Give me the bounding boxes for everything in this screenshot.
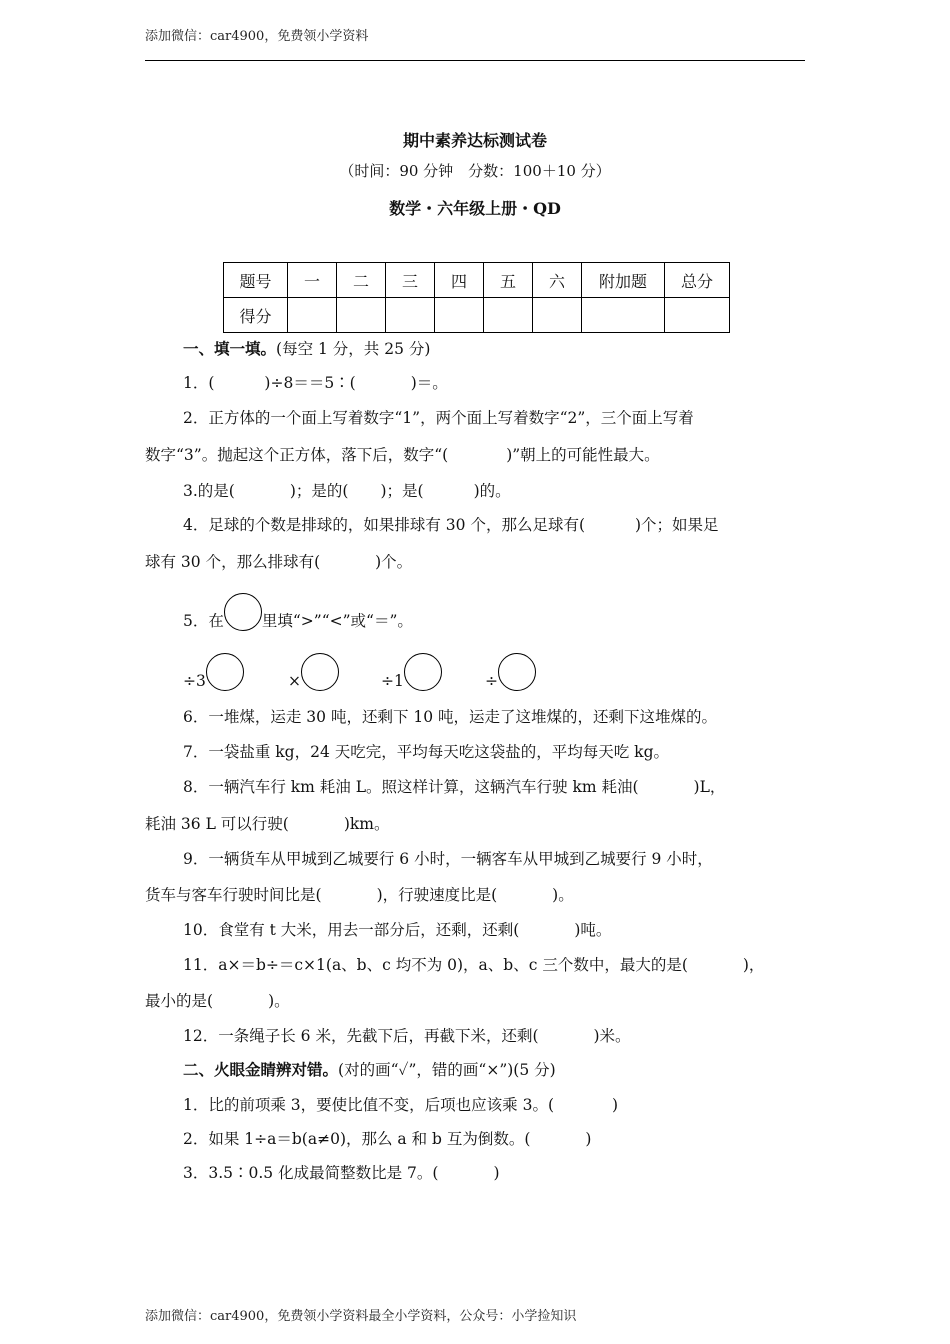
score-cell: 总分 bbox=[665, 263, 730, 298]
q5-text: 5．在 bbox=[183, 612, 224, 630]
section2-title: 二、火眼金睛辨对错。 bbox=[183, 1061, 339, 1079]
score-cell: 附加题 bbox=[582, 263, 665, 298]
section2-note: (对的画“✓”，错的画“×”)(5 分) bbox=[338, 1061, 556, 1079]
question-12 bbox=[183, 1025, 631, 1047]
score-cell: 三 bbox=[386, 263, 435, 298]
score-cell: 五 bbox=[484, 263, 533, 298]
score-cell: 六 bbox=[533, 263, 582, 298]
score-cell: 题号 bbox=[224, 263, 288, 298]
tf-q3-text: ) bbox=[493, 1164, 500, 1182]
q5-item bbox=[485, 663, 536, 701]
page-title: 期中素养达标测试卷 bbox=[402, 131, 547, 150]
compare-circle-icon bbox=[224, 593, 262, 631]
score-input-cell[interactable] bbox=[288, 298, 337, 333]
tf-q1-text: 1．比的前项乘 3，要使比值不变，后项也应该乘 3。( bbox=[183, 1096, 554, 1114]
score-input-cell[interactable] bbox=[533, 298, 582, 333]
q12-text: )米。 bbox=[593, 1027, 631, 1045]
tf-q2-text: ) bbox=[585, 1130, 592, 1148]
question-10 bbox=[183, 919, 611, 941]
question-11-line2 bbox=[145, 990, 290, 1012]
compare-circle-icon[interactable] bbox=[498, 653, 536, 691]
q4-text: 4．足球的个数是排球的，如果排球有 30 个，那么足球有( bbox=[183, 516, 585, 534]
q9-text: 货车与客车行驶时间比是( bbox=[145, 886, 322, 904]
q5-item-text: ÷3 bbox=[183, 672, 206, 690]
question-6: 6．一堆煤，运走 30 吨，还剩下 10 吨，运走了这堆煤的，还剩下这堆煤的。 bbox=[183, 708, 718, 726]
q5-item-text: ÷ bbox=[485, 672, 498, 690]
section1-heading bbox=[183, 338, 430, 360]
q9-text: )。 bbox=[552, 886, 574, 904]
score-row-label: 得分 bbox=[224, 298, 288, 333]
compare-circle-icon[interactable] bbox=[301, 653, 339, 691]
tf-q1-text: ) bbox=[612, 1096, 619, 1114]
score-table-score-row bbox=[224, 298, 730, 333]
section2-heading bbox=[183, 1059, 556, 1081]
question-4-line2 bbox=[145, 551, 412, 573]
tf-q2-text: 2．如果 1÷a＝b(a≠0)，那么 a 和 b 互为倒数。( bbox=[183, 1130, 531, 1148]
q8-text: 耗油 36 L 可以行驶( bbox=[145, 815, 289, 833]
q11-text: 11．a×＝b÷＝c×1(a、b、c 均不为 0)，a、b、c 三个数中，最大的是( bbox=[183, 956, 688, 974]
tf-question-3 bbox=[183, 1162, 500, 1184]
score-input-cell[interactable] bbox=[665, 298, 730, 333]
question-3 bbox=[183, 480, 511, 502]
question-8-line2 bbox=[145, 813, 390, 835]
q1-text: )＝。 bbox=[410, 374, 448, 392]
question-11-line1 bbox=[183, 954, 764, 976]
q3-text: )；是的( bbox=[289, 482, 349, 500]
header-rule bbox=[145, 60, 805, 61]
q9-text: )，行驶速度比是( bbox=[376, 886, 498, 904]
tf-q3-text: 3．3.5∶0.5 化成最简整数比是 7。( bbox=[183, 1164, 439, 1182]
score-cell: 二 bbox=[337, 263, 386, 298]
score-input-cell[interactable] bbox=[386, 298, 435, 333]
q4-text: 球有 30 个，那么排球有( bbox=[145, 553, 321, 571]
q5-item-text: ÷1 bbox=[381, 672, 404, 690]
question-4-line1 bbox=[183, 514, 719, 536]
page-header: 添加微信：car4900，免费领小学资料 bbox=[145, 29, 369, 44]
q10-text: )吨。 bbox=[574, 921, 612, 939]
q8-text: )km。 bbox=[343, 815, 390, 833]
q5-item bbox=[183, 663, 244, 701]
tf-question-2 bbox=[183, 1128, 591, 1150]
page-subtitle: （时间：90 分钟 分数：100＋10 分） bbox=[339, 162, 611, 180]
q5-item bbox=[288, 663, 339, 701]
q5-item-text: × bbox=[288, 672, 301, 690]
question-9-line1: 9．一辆货车从甲城到乙城要行 6 小时，一辆客车从甲城到乙城要行 9 小时， bbox=[183, 850, 713, 868]
q11-text: )， bbox=[742, 956, 765, 974]
q3-text: 3.的是( bbox=[183, 482, 235, 500]
q3-text: )的。 bbox=[473, 482, 511, 500]
question-9-line2 bbox=[145, 884, 574, 906]
page-footer: 添加微信：car4900，免费领小学资料最全小学资料，公众号：小学捡知识 bbox=[145, 1309, 577, 1324]
compare-circle-icon[interactable] bbox=[404, 653, 442, 691]
q10-text: 10．食堂有 t 大米，用去一部分后，还剩，还剩( bbox=[183, 921, 520, 939]
question-7: 7．一袋盐重 kg，24 天吃完，平均每天吃这袋盐的，平均每天吃 kg。 bbox=[183, 743, 669, 761]
q1-text: )÷8＝＝5∶( bbox=[264, 374, 356, 392]
question-5 bbox=[183, 603, 413, 641]
question-2-line2 bbox=[145, 444, 660, 466]
score-table-header-row bbox=[224, 263, 730, 298]
q4-text: )个；如果足 bbox=[635, 516, 719, 534]
q8-text: 8．一辆汽车行 km 耗油 L。照这样计算，这辆汽车行驶 km 耗油( bbox=[183, 778, 639, 796]
score-cell: 四 bbox=[435, 263, 484, 298]
score-table bbox=[223, 262, 730, 333]
score-cell: 一 bbox=[288, 263, 337, 298]
question-8-line1 bbox=[183, 776, 725, 798]
q5-text: 里填“>”“<”或“＝”。 bbox=[261, 612, 413, 630]
q3-text: )；是( bbox=[380, 482, 424, 500]
q11-text: 最小的是( bbox=[145, 992, 214, 1010]
question-1 bbox=[183, 372, 448, 394]
q12-text: 12．一条绳子长 6 米，先截下后，再截下米，还剩( bbox=[183, 1027, 539, 1045]
subject-line: 数学・六年级上册・QD bbox=[389, 199, 561, 218]
q8-text: )L， bbox=[693, 778, 726, 796]
score-input-cell[interactable] bbox=[484, 298, 533, 333]
question-2-line1: 2．正方体的一个面上写着数字“1”，两个面上写着数字“2”，三个面上写着 bbox=[183, 409, 694, 427]
score-input-cell[interactable] bbox=[582, 298, 665, 333]
q1-text: 1．( bbox=[183, 374, 215, 392]
score-input-cell[interactable] bbox=[337, 298, 386, 333]
tf-question-1 bbox=[183, 1094, 618, 1116]
q4-text: )个。 bbox=[375, 553, 413, 571]
q11-text: )。 bbox=[268, 992, 290, 1010]
score-input-cell[interactable] bbox=[435, 298, 484, 333]
section1-note: (每空 1 分，共 25 分) bbox=[276, 340, 431, 358]
q5-item bbox=[381, 663, 442, 701]
section1-title: 一、填一填。 bbox=[183, 340, 277, 358]
q2-text: 数字“3”。抛起这个正方体，落下后，数字“( bbox=[145, 446, 449, 464]
compare-circle-icon[interactable] bbox=[206, 653, 244, 691]
q2-text: )”朝上的可能性最大。 bbox=[506, 446, 660, 464]
